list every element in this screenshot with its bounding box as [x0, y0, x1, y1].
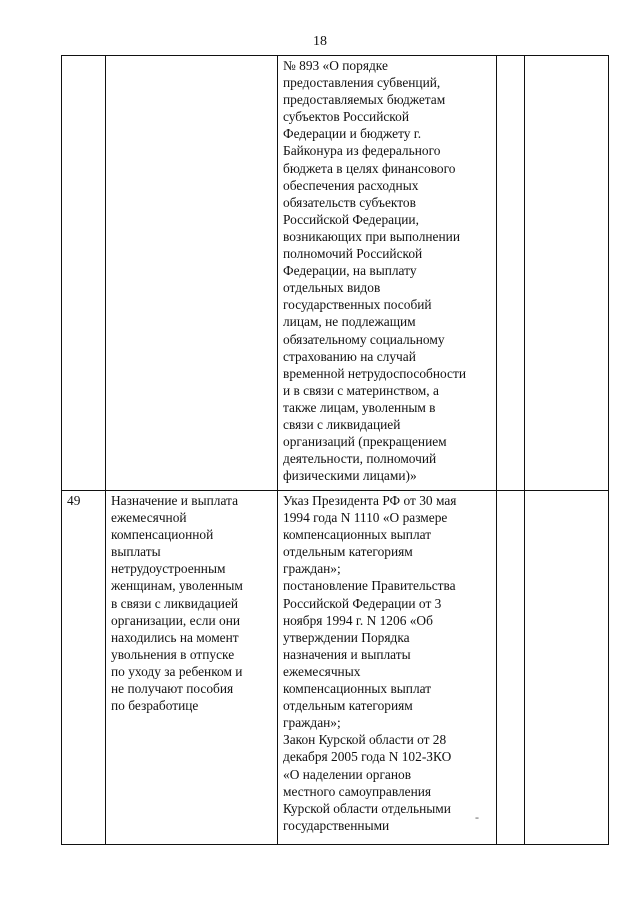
text-line: предоставляемых бюджетам — [283, 92, 446, 108]
text-line: компенсационных выплат — [283, 681, 432, 697]
text-line: субъектов Российской — [283, 109, 409, 125]
text-line: Федерации и бюджету г. — [283, 126, 422, 142]
text-line: ежемесячных — [283, 663, 361, 679]
text-line: полномочий Российской — [283, 246, 423, 262]
text-line: ежемесячной — [111, 510, 187, 526]
text-line: также лицам, уволенным в — [283, 399, 436, 415]
text-line: и в связи с материнством, а — [283, 382, 439, 398]
text-line: граждан»; — [283, 561, 341, 577]
text-line: 1994 года N 1110 «О размере — [283, 510, 448, 526]
text-line: Российской Федерации от 3 — [283, 595, 442, 611]
text-line: организаций (прекращением — [283, 434, 447, 450]
empty-cell — [525, 56, 609, 491]
text-line: предоставления субвенций, — [283, 75, 441, 91]
row-number-cell — [62, 56, 106, 491]
text-line: компенсационной — [111, 527, 214, 543]
text-line: отдельных видов — [283, 280, 381, 296]
scan-artifact-mark: - — [475, 810, 479, 824]
text-line: государственными — [283, 817, 390, 833]
text-line: физическими лицами)» — [283, 468, 417, 484]
text-line: увольнения в отпуске — [111, 646, 235, 662]
text-line: граждан»; — [283, 715, 341, 731]
text-line: деятельности, полномочий — [283, 451, 437, 467]
text-line: находились на момент — [111, 629, 239, 645]
services-table — [61, 55, 609, 845]
text-line: государственных пособий — [283, 297, 432, 313]
text-line: местного самоуправления — [283, 783, 432, 799]
text-line: Назначение и выплата — [111, 493, 239, 508]
text-line: нетрудоустроенным — [111, 561, 226, 577]
text-line: обеспечения расходных — [283, 177, 419, 193]
text-line: обязательному социальному — [283, 331, 445, 347]
text-line: декабря 2005 года N 102-ЗКО — [283, 749, 452, 765]
text-line: ноября 1994 г. N 1206 «Об — [283, 612, 433, 628]
text-line: обязательств субъектов — [283, 194, 416, 210]
legal-basis-cell — [278, 56, 497, 491]
text-line: по уходу за ребенком и — [111, 663, 243, 679]
row-number-cell: 49 — [62, 491, 106, 845]
text-line: страхованию на случай — [283, 348, 416, 364]
text-line: «О наделении органов — [283, 766, 412, 782]
text-line: постановление Правительства — [283, 578, 456, 594]
text-line: по безработице — [111, 698, 199, 714]
service-name-cell — [106, 56, 278, 491]
text-line: не получают пособия — [111, 681, 234, 697]
text-line: женщинам, уволенным — [111, 578, 243, 594]
text-line: Закон Курской области от 28 — [283, 732, 447, 748]
text-line: временной нетрудоспособности — [283, 365, 467, 381]
empty-cell — [497, 491, 525, 845]
text-line: Байконура из федерального — [283, 143, 441, 159]
text-line: выплаты — [111, 544, 161, 560]
text-line: в связи с ликвидацией — [111, 595, 239, 611]
text-line: возникающих при выполнении — [283, 228, 460, 244]
text-line: организации, если они — [111, 612, 241, 628]
text-line: лицам, не подлежащим — [283, 314, 416, 330]
text-line: Федерации, на выплату — [283, 263, 417, 279]
table-row — [62, 56, 609, 491]
text-line: № 893 «О порядке — [283, 58, 388, 73]
text-line: компенсационных выплат — [283, 527, 432, 543]
text-line: назначения и выплаты — [283, 646, 411, 662]
empty-cell — [497, 56, 525, 491]
legal-basis-cell — [278, 491, 497, 845]
text-line: отдельным категориям — [283, 698, 413, 714]
text-line: бюджета в целях финансового — [283, 160, 456, 176]
text-line: Курской области отдельными — [283, 800, 451, 816]
text-line: утверждении Порядка — [283, 629, 410, 645]
text-line: Российской Федерации, — [283, 211, 419, 227]
page-number: 18 — [313, 34, 327, 49]
table-row — [62, 491, 609, 845]
text-line: Указ Президента РФ от 30 мая — [283, 493, 457, 508]
empty-cell — [525, 491, 609, 845]
text-line: связи с ликвидацией — [283, 416, 401, 432]
text-line: отдельным категориям — [283, 544, 413, 560]
service-name-cell — [106, 491, 278, 845]
